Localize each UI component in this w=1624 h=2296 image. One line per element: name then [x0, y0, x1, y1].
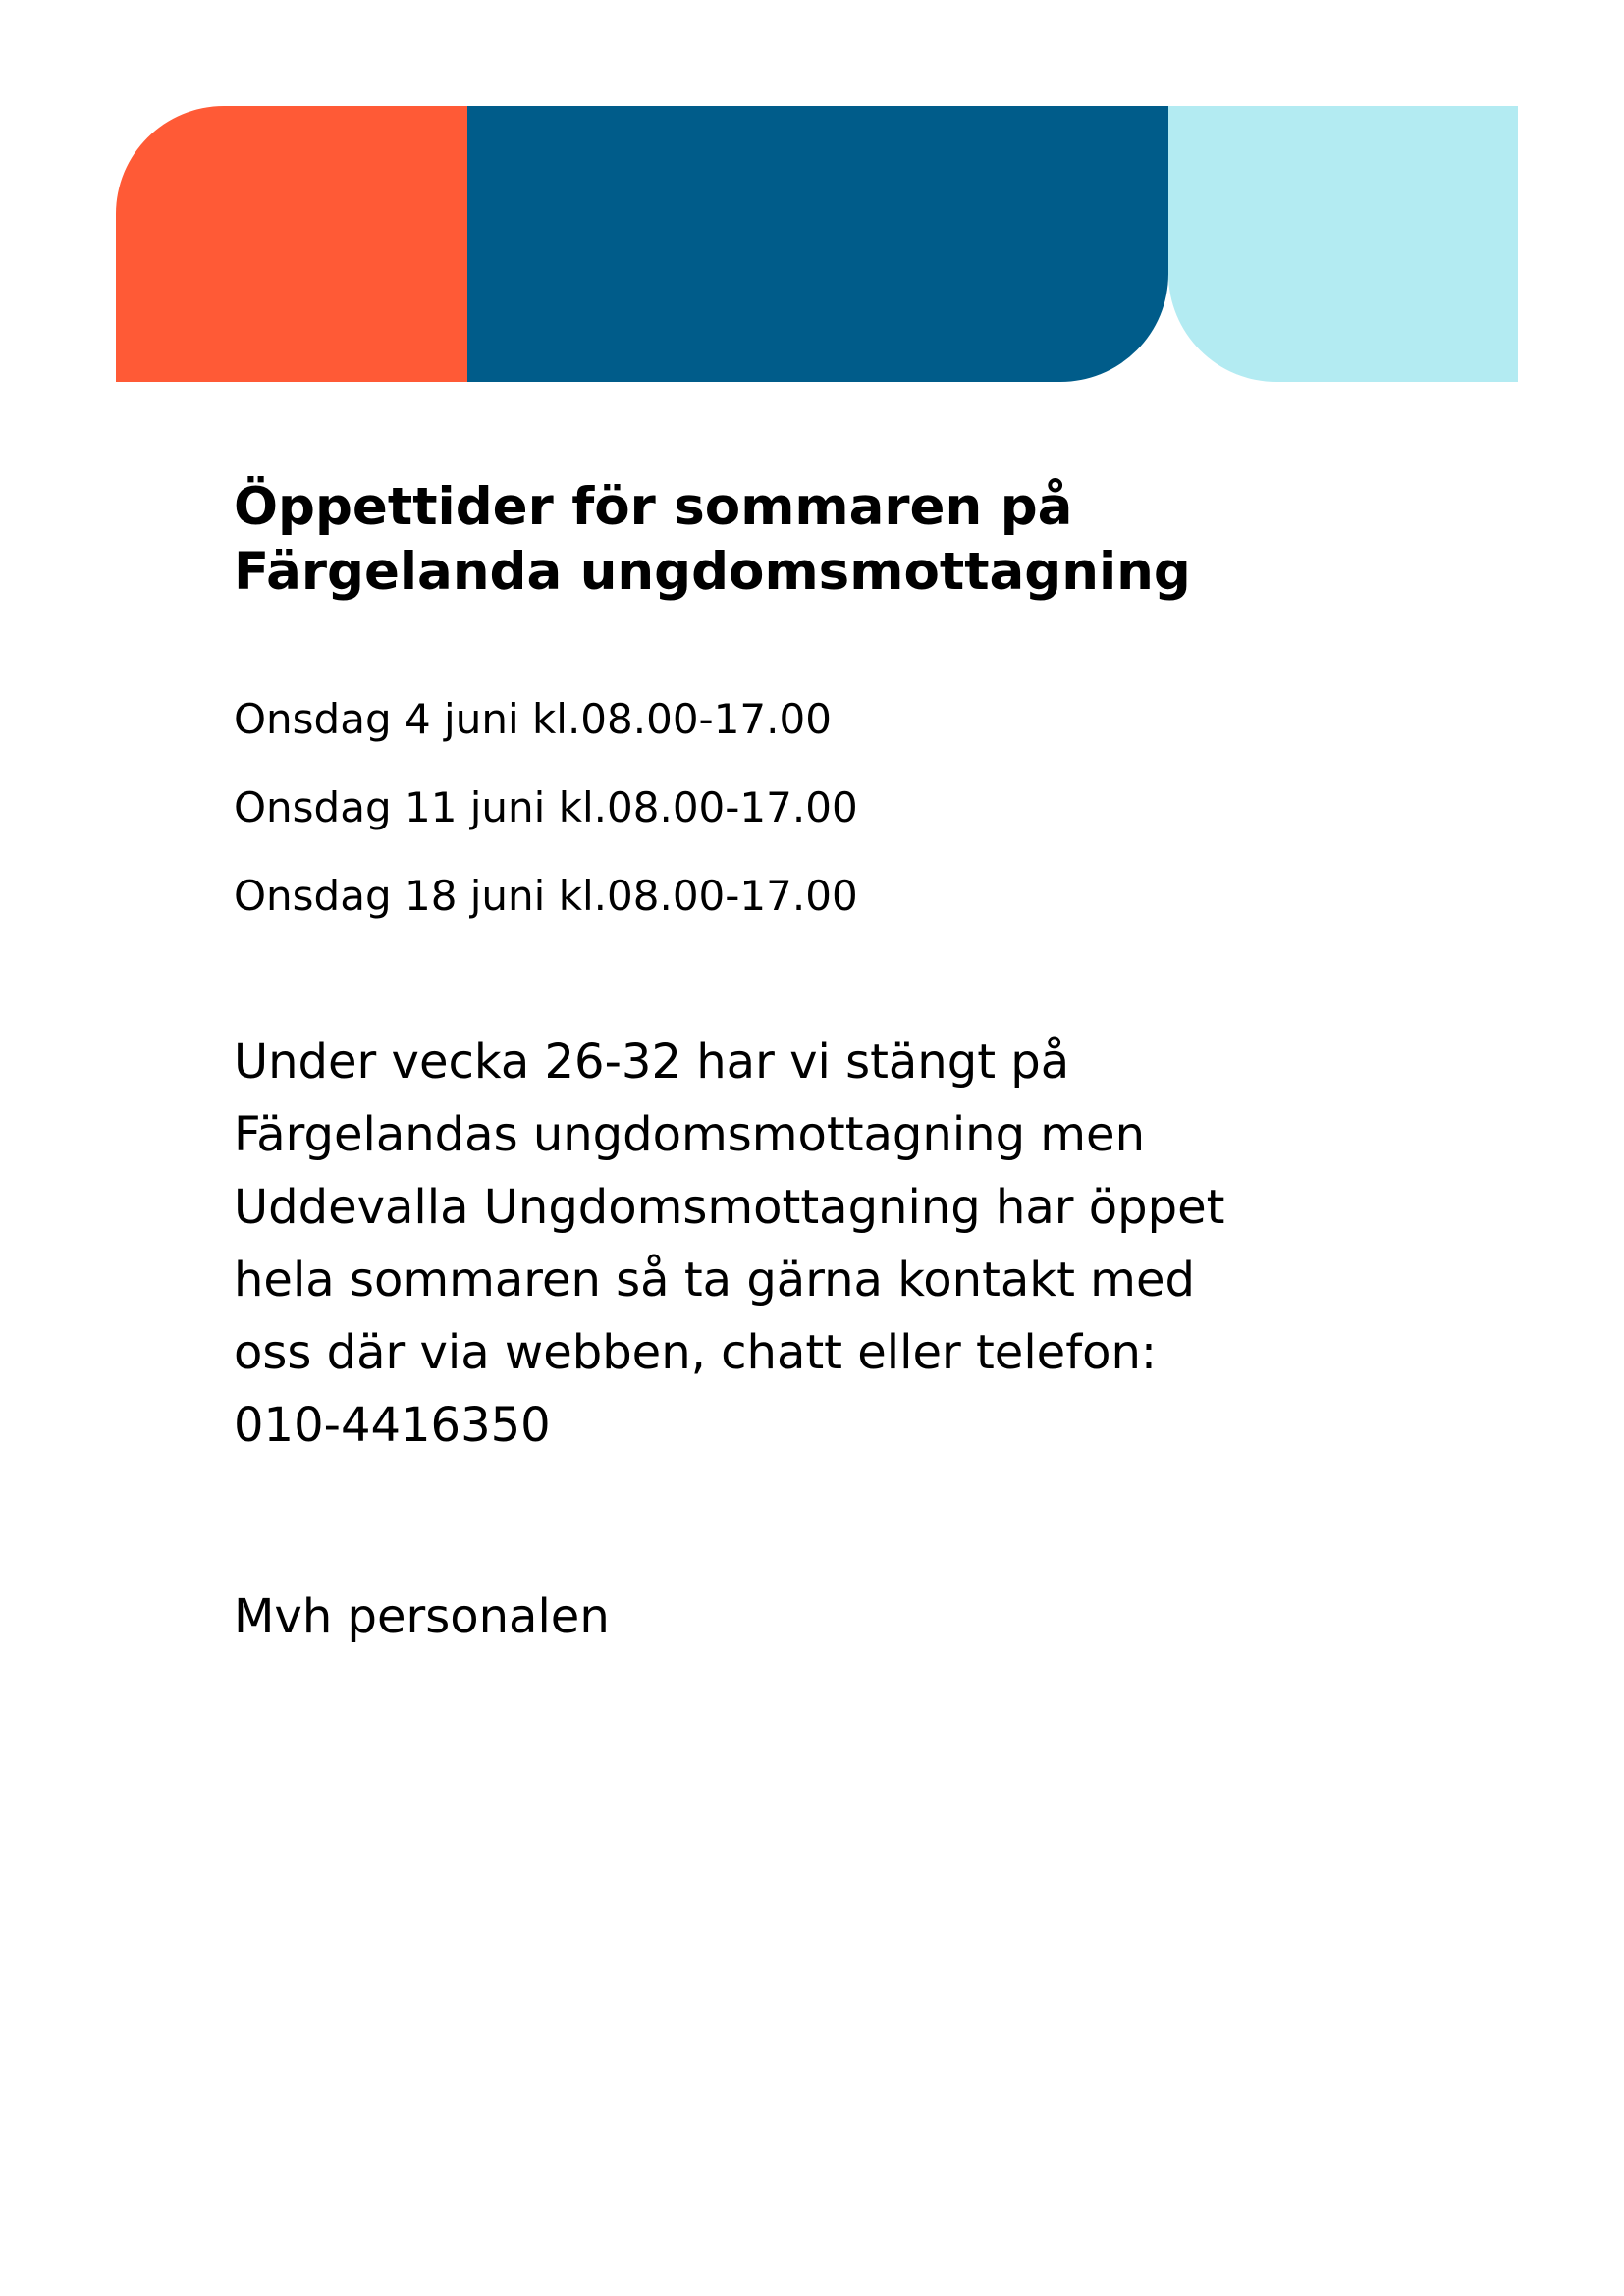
- banner-light-blue-block: [1168, 106, 1518, 382]
- page-title-line-2: Färgelanda ungdomsmottagning: [234, 542, 1191, 602]
- summer-notice: [234, 1026, 1412, 1462]
- opening-hours-item: Onsdag 11 juni kl.08.00-17.00: [234, 783, 858, 831]
- notice-line: Uddevalla Ungdomsmottagning har öppet: [234, 1180, 1225, 1235]
- notice-line: Färgelandas ungdomsmottagning men: [234, 1107, 1146, 1162]
- notice-line: Under vecka 26-32 har vi stängt på: [234, 1035, 1070, 1090]
- opening-hours-list: [234, 695, 1412, 960]
- header-banner: [116, 106, 1518, 382]
- opening-hours-item: Onsdag 4 juni kl.08.00-17.00: [234, 695, 832, 743]
- page-title: [234, 475, 1412, 605]
- signoff: Mvh personalen: [234, 1589, 610, 1644]
- banner-blue-block: [467, 106, 1168, 382]
- banner-orange-block: [116, 106, 467, 382]
- page-title-line-1: Öppettider för sommaren på: [234, 477, 1073, 537]
- notice-phone-number: 010-4416350: [234, 1398, 551, 1453]
- notice-line: oss där via webben, chatt eller telefon:: [234, 1325, 1158, 1380]
- notice-line: hela sommaren så ta gärna kontakt med: [234, 1253, 1195, 1308]
- opening-hours-item: Onsdag 18 juni kl.08.00-17.00: [234, 872, 858, 920]
